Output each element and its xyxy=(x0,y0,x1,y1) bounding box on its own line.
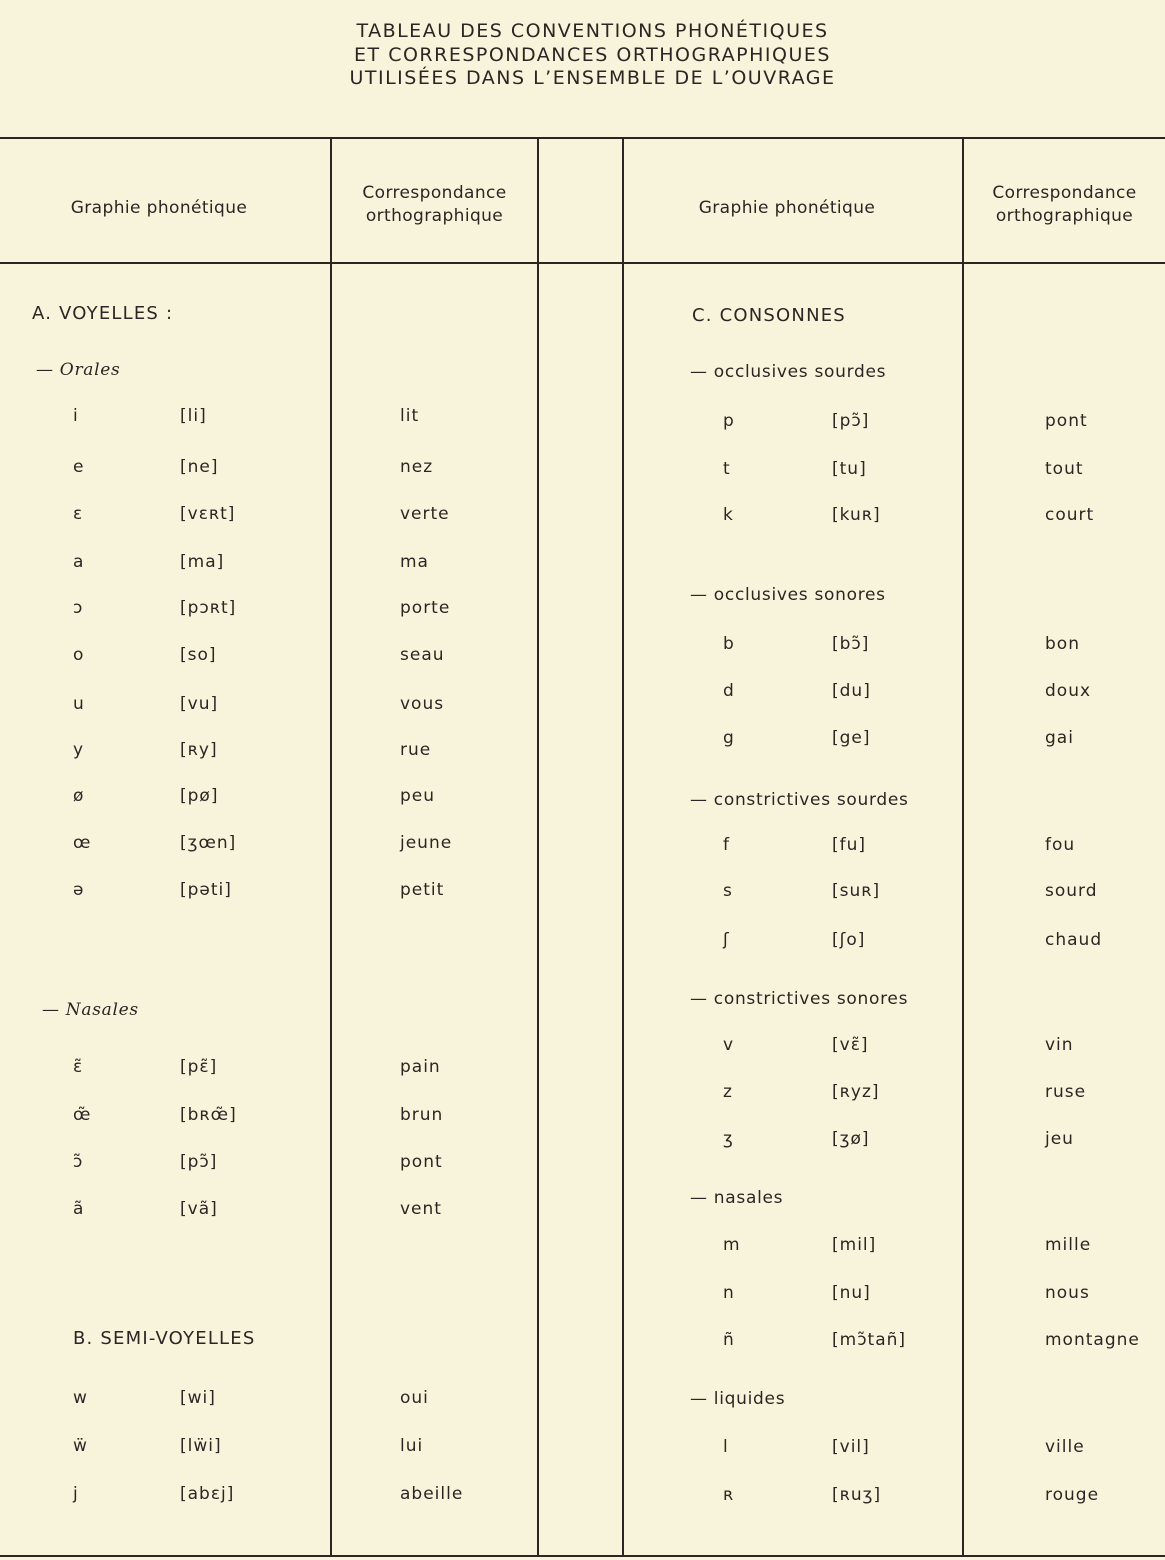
phonetic-symbol: u xyxy=(73,694,85,714)
orthographic-word: lit xyxy=(400,406,420,426)
orthographic-word: vin xyxy=(1045,1035,1074,1055)
phonetic-symbol: e xyxy=(73,457,85,477)
phonetic-symbol: i xyxy=(73,406,79,426)
orthographic-word: sourd xyxy=(1045,881,1098,901)
phonetic-symbol: ø xyxy=(73,786,85,806)
orthographic-word: ville xyxy=(1045,1437,1085,1457)
consonant-group-label: — liquides xyxy=(690,1389,786,1409)
orthographic-word: lui xyxy=(400,1436,424,1456)
phonetic-transcription: [abɛj] xyxy=(180,1484,235,1504)
orthographic-word: vous xyxy=(400,694,445,714)
phonetic-transcription: [pɔʀt] xyxy=(180,598,237,618)
phonetic-symbol: ɔ̃ xyxy=(73,1152,84,1172)
orthographic-word: court xyxy=(1045,505,1095,525)
nasales-vowels-label: — Nasales xyxy=(42,1000,139,1020)
phonetic-symbol: z xyxy=(723,1082,733,1102)
document-title xyxy=(0,20,1165,91)
column-divider-4 xyxy=(962,139,964,1555)
consonant-group-label: — constrictives sonores xyxy=(690,989,909,1009)
orthographic-word: chaud xyxy=(1045,930,1103,950)
header-bottom-rule xyxy=(0,262,1165,264)
orthographic-word: ma xyxy=(400,552,429,572)
table-top-rule xyxy=(0,137,1165,139)
phonetic-transcription: [ʒœn] xyxy=(180,833,237,853)
phonetic-transcription: [ne] xyxy=(180,457,219,477)
orthographic-word: ruse xyxy=(1045,1082,1087,1102)
column-divider-2 xyxy=(537,139,539,1555)
phonetic-symbol: ɔ xyxy=(73,598,84,618)
orthographic-word: nez xyxy=(400,457,434,477)
phonetic-symbol: j xyxy=(73,1484,79,1504)
phonetic-symbol: d xyxy=(723,681,735,701)
header-left-ortho-line-1: Correspondance xyxy=(362,183,507,203)
phonetic-symbol: ʒ xyxy=(723,1129,734,1149)
phonetic-transcription: [li] xyxy=(180,406,207,426)
table-bottom-rule xyxy=(0,1555,1165,1557)
header-left-phonetic-text: Graphie phonétique xyxy=(70,198,248,218)
phonetic-symbol: ʃ xyxy=(723,930,730,950)
column-divider-3 xyxy=(622,139,624,1555)
phonetic-transcription: [bʀœ̃] xyxy=(180,1105,237,1125)
orthographic-word: montagne xyxy=(1045,1330,1140,1350)
orthographic-word: abeille xyxy=(400,1484,464,1504)
phonetic-transcription: [vã] xyxy=(180,1199,218,1219)
orthographic-word: jeune xyxy=(400,833,453,853)
orthographic-word: brun xyxy=(400,1105,444,1125)
section-a-heading: A. VOYELLES : xyxy=(32,303,174,324)
orthographic-word: rue xyxy=(400,740,432,760)
header-right-ortho-line-2: orthographique xyxy=(995,206,1134,226)
phonetic-symbol: p xyxy=(723,411,735,431)
phonetic-transcription: [du] xyxy=(832,681,871,701)
orthographic-word: doux xyxy=(1045,681,1092,701)
phonetic-transcription: [ʀy] xyxy=(180,740,218,760)
phonetic-symbol: b xyxy=(723,634,735,654)
phonetic-transcription: [ʒø] xyxy=(832,1129,870,1149)
phonetic-symbol: f xyxy=(723,835,730,855)
phonetic-symbol: o xyxy=(73,645,85,665)
header-right-phonetic xyxy=(624,197,950,220)
header-right-phonetic-text: Graphie phonétique xyxy=(698,198,876,218)
orales-label: — Orales xyxy=(36,360,121,380)
phonetic-symbol: ɛ xyxy=(73,504,84,524)
phonetic-symbol: v xyxy=(723,1035,735,1055)
phonetic-symbol: ẅ xyxy=(73,1436,88,1456)
phonetic-symbol: ñ xyxy=(723,1330,735,1350)
phonetic-symbol: k xyxy=(723,505,734,525)
orthographic-word: petit xyxy=(400,880,445,900)
phonetic-transcription: [pø] xyxy=(180,786,219,806)
title-line-1: TABLEAU DES CONVENTIONS PHONÉTIQUES xyxy=(356,20,829,42)
phonetic-transcription: [lẅi] xyxy=(180,1436,222,1456)
orthographic-word: tout xyxy=(1045,459,1084,479)
header-left-orthographic xyxy=(332,182,537,228)
orthographic-word: pont xyxy=(1045,411,1088,431)
phonetic-symbol: l xyxy=(723,1437,729,1457)
phonetic-transcription: [vil] xyxy=(832,1437,870,1457)
phonetic-symbol: ã xyxy=(73,1199,85,1219)
section-c-heading: C. CONSONNES xyxy=(692,305,846,326)
orthographic-word: verte xyxy=(400,504,450,524)
orthographic-word: mille xyxy=(1045,1235,1092,1255)
phonetic-transcription: [tu] xyxy=(832,459,867,479)
orthographic-word: oui xyxy=(400,1388,429,1408)
phonetic-transcription: [kuʀ] xyxy=(832,505,881,525)
phonetic-transcription: [pɔ̃] xyxy=(832,411,870,431)
orthographic-word: rouge xyxy=(1045,1485,1100,1505)
orthographic-word: jeu xyxy=(1045,1129,1074,1149)
phonetic-transcription: [wi] xyxy=(180,1388,216,1408)
phonetic-transcription: [ma] xyxy=(180,552,225,572)
consonant-group-label: — constrictives sourdes xyxy=(690,790,909,810)
phonetic-symbol: ɛ̃ xyxy=(73,1057,84,1077)
header-right-orthographic xyxy=(964,182,1165,228)
phonetic-symbol: ʀ xyxy=(723,1485,735,1505)
phonetic-symbol: ə xyxy=(73,880,85,900)
phonetic-symbol: s xyxy=(723,881,733,901)
phonetic-symbol: œ̃ xyxy=(73,1105,92,1125)
phonetic-symbol: n xyxy=(723,1283,735,1303)
orthographic-word: porte xyxy=(400,598,451,618)
header-left-ortho-line-2: orthographique xyxy=(365,206,504,226)
phonetic-transcription: [fu] xyxy=(832,835,867,855)
orthographic-word: peu xyxy=(400,786,436,806)
consonant-group-label: — nasales xyxy=(690,1188,784,1208)
phonetic-symbol: t xyxy=(723,459,731,479)
orthographic-word: seau xyxy=(400,645,445,665)
phonetic-transcription: [pəti] xyxy=(180,880,232,900)
consonant-group-label: — occlusives sonores xyxy=(690,585,886,605)
phonetic-symbol: w xyxy=(73,1388,88,1408)
phonetic-transcription: [ge] xyxy=(832,728,871,748)
phonetic-transcription: [pɛ̃] xyxy=(180,1057,218,1077)
phonetic-symbol: œ xyxy=(73,833,92,853)
title-line-3: UTILISÉES DANS L’ENSEMBLE DE L’OUVRAGE xyxy=(349,67,836,89)
phonetic-transcription: [ʀyz] xyxy=(832,1082,880,1102)
phonetic-transcription: [bɔ̃] xyxy=(832,634,870,654)
orthographic-word: pain xyxy=(400,1057,441,1077)
phonetic-transcription: [vɛʀt] xyxy=(180,504,236,524)
phonetic-symbol: g xyxy=(723,728,735,748)
orthographic-word: nous xyxy=(1045,1283,1090,1303)
orthographic-word: bon xyxy=(1045,634,1080,654)
orthographic-word: pont xyxy=(400,1152,443,1172)
phonetic-transcription: [ʃo] xyxy=(832,930,866,950)
phonetic-symbol: a xyxy=(73,552,85,572)
phonetic-transcription: [nu] xyxy=(832,1283,871,1303)
phonetic-transcription: [suʀ] xyxy=(832,881,881,901)
consonant-group-label: — occlusives sourdes xyxy=(690,362,887,382)
phonetic-transcription: [mɔ̃tañ] xyxy=(832,1330,907,1350)
section-b-heading: B. SEMI-VOYELLES xyxy=(73,1328,256,1349)
phonetic-symbol: m xyxy=(723,1235,741,1255)
header-left-phonetic xyxy=(0,197,318,220)
column-divider-1 xyxy=(330,139,332,1555)
phonetic-symbol: y xyxy=(73,740,85,760)
phonetic-transcription: [vu] xyxy=(180,694,219,714)
phonetic-transcription: [so] xyxy=(180,645,217,665)
header-right-ortho-line-1: Correspondance xyxy=(992,183,1137,203)
phonetic-transcription: [mil] xyxy=(832,1235,877,1255)
title-line-2: ET CORRESPONDANCES ORTHOGRAPHIQUES xyxy=(354,43,831,66)
phonetic-transcription: [vɛ̃] xyxy=(832,1035,869,1055)
orthographic-word: fou xyxy=(1045,835,1076,855)
phonetic-transcription: [ʀuʒ] xyxy=(832,1485,882,1505)
orthographic-word: vent xyxy=(400,1199,442,1219)
orthographic-word: gai xyxy=(1045,728,1074,748)
phonetic-transcription: [pɔ̃] xyxy=(180,1152,218,1172)
